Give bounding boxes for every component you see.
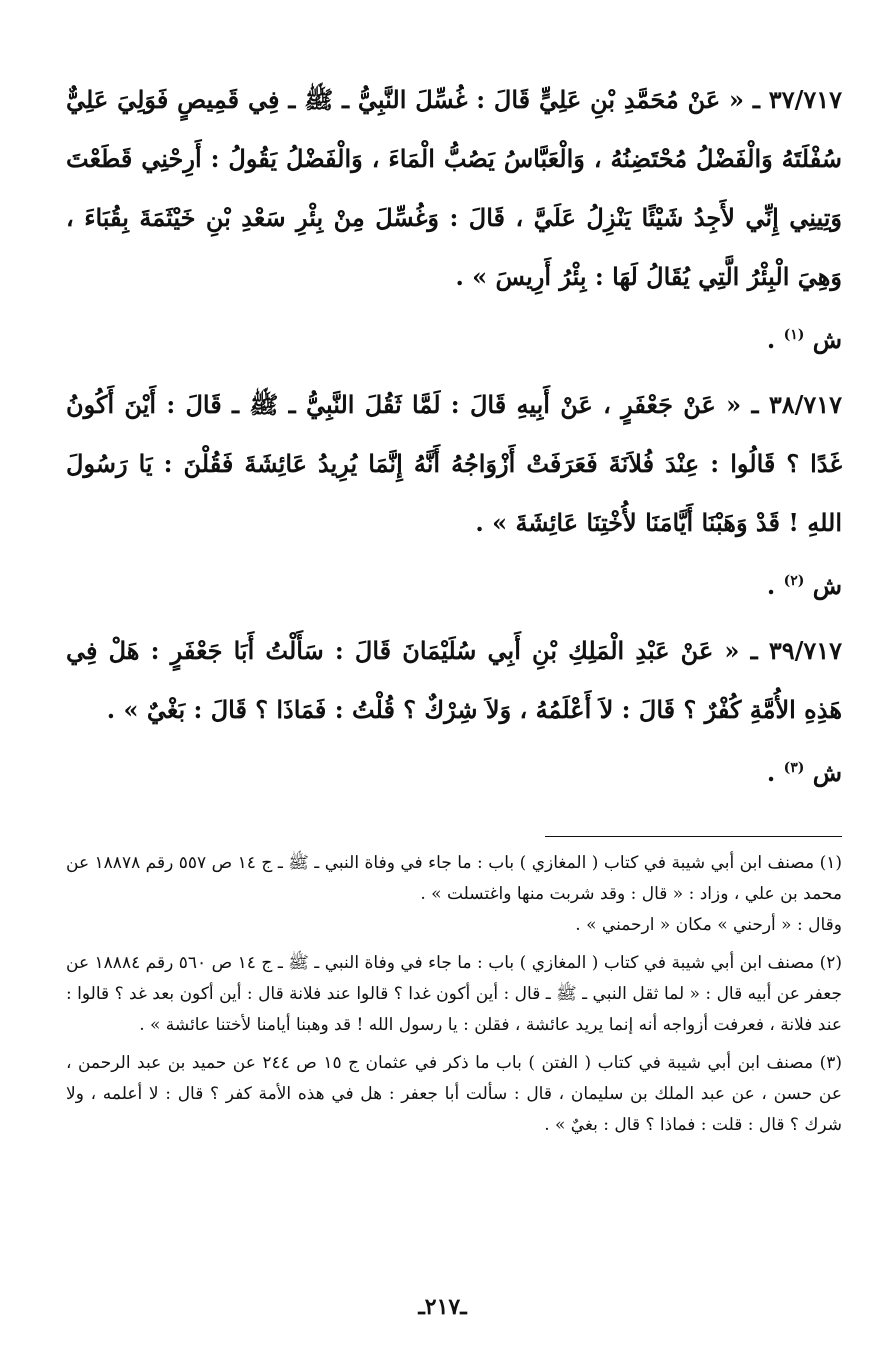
footnote-text: مصنف ابن أبي شيبة في كتاب ( المغازي ) باب : ما جاء في وفاة النبي ـ ﷺ ـ ج ١٤ ص ٥٦٠ رقم ١٨٨٨٤ عن جعفر عن أبيه قال : « لما ثقل النبي ـ ﷺ ـ قال : أين أكون غدا ؟ قالوا عند فلانة قال : أين أكون بعد غد ؟ قالوا : عند فلانة ، فعرفت أزواجه أنه إنما يريد عائشة ، فقلن : يا رسول الله ! قد وهبنا أيامنا لأختنا عائشة » . (66, 953, 842, 1035)
sha-letter: ش (812, 571, 842, 600)
footnote-3 (66, 1048, 842, 1141)
footnote-divider (545, 836, 842, 837)
hadith-text: « عَنْ جَعْفَرٍ ، عَنْ أَبِيهِ قَالَ : لَمَّا ثَقُلَ النَّبِيُّ ـ ﷺ ـ قَالَ : أَيْنَ أَكُونُ غَدًا ؟ قَالُوا : عِنْدَ فُلاَنَةَ فَعَرَفَتْ أَزْوَاجُهُ أَنَّهُ إِنَّمَا يُرِيدُ عَائِشَةَ فَقُلْنَ : يَا رَسُولَ اللهِ ! قَدْ وَهَبْنَا أَيَّامَنَا لأُخْتِنَا عَائِشَةَ » . (66, 390, 842, 537)
footnote-text: مصنف ابن أبي شيبة في كتاب ( الفتن ) باب ما ذكر في عثمان ج ١٥ ص ٢٤٤ عن حميد بن عبد الرحمن ، عن حسن ، عن عبد الملك بن سليمان ، قال : سألت أبا جعفر : هل في هذه الأمة كفر ؟ قال : لا أعلمه ، ولا شرك ؟ قال : قلت : فماذا ؟ قال : بغيٌ » . (66, 1053, 842, 1135)
footnote-marker: (١) (819, 853, 842, 873)
sha-letter: ش (812, 325, 842, 354)
footnote-ref[interactable]: (١) (783, 327, 805, 343)
footnote-marker: (٢) (819, 953, 842, 973)
hadith-39-sha: ش $^{(٣)}$ . (766, 758, 842, 787)
hadith-text: « عَنْ عَبْدِ الْمَلِكِ بْنِ أَبِي سُلَيْمَانَ قَالَ : سَأَلْتُ أَبَا جَعْفَرٍ : هَلْ فِي هَذِهِ الأُمَّةِ كُفْرٌ ؟ قَالَ : لاَ أَعْلَمُهُ ، وَلاَ شِرْكٌ ؟ قُلْتُ : فَمَاذَا ؟ قَالَ : بَغْيٌ » . (66, 636, 842, 724)
footnote-text: مصنف ابن أبي شيبة في كتاب ( المغازي ) باب : ما جاء في وفاة النبي ـ ﷺ ـ ج ١٤ ص ٥٥٧ رقم ١٨٨٧٨ عن محمد بن علي ، وزاد : « قال : وقد شربت منها واغتسلت » . (66, 853, 842, 904)
hadith-number: ٣٩/٧١٧ ـ (750, 636, 843, 665)
footnote-2 (66, 948, 842, 1041)
hadith-39 (66, 621, 842, 739)
hadith-number: ٣٨/٧١٧ ـ (751, 390, 843, 419)
hadith-text: « عَنْ مُحَمَّدِ بْنِ عَلِيٍّ قَالَ : غُسِّلَ النَّبِيُّ ـ ﷺ ـ فِي قَمِيصٍ فَوَلِيَ عَلِيٌّ سُفْلَتَهُ وَالْفَضْلُ مُحْتَضِنُهُ ، وَالْعَبَّاسُ يَصُبُّ الْمَاءَ ، وَالْفَضْلُ يَقُولُ : أَرِحْنِي قَطَعْتَ وَتِينِي إِنِّي لأَجِدُ شَيْئًا يَنْزِلُ عَلَيَّ ، قَالَ : وَغُسِّلَ مِنْ بِئْرِ سَعْدِ بْنِ خَيْثَمَةَ بِقُبَاءَ ، وَهِيَ الْبِئْرُ الَّتِي يُقَالُ لَهَا : بِئْرُ أَرِيسَ » . (66, 85, 842, 291)
footnote-1 (66, 848, 842, 941)
sha-letter: ش (812, 758, 842, 787)
hadith-37 (66, 70, 842, 306)
main-text (66, 70, 842, 808)
footnotes (66, 848, 842, 1148)
hadith-38-sha: ش $^{(٢)}$ . (766, 571, 842, 600)
hadith-38 (66, 375, 842, 552)
hadith-number: ٣٧/٧١٧ ـ (752, 85, 843, 114)
footnote-extra: وقال : « أرحني » مكان « ارحمني » . (575, 915, 842, 935)
footnote-ref[interactable]: (٣) (783, 760, 805, 776)
page-number: ـ٢١٧ـ (418, 1294, 467, 1320)
footnote-marker: (٣) (819, 1053, 842, 1073)
footnote-ref[interactable]: (٢) (783, 573, 805, 589)
hadith-37-sha: ش $^{(١)}$ . (766, 325, 842, 354)
